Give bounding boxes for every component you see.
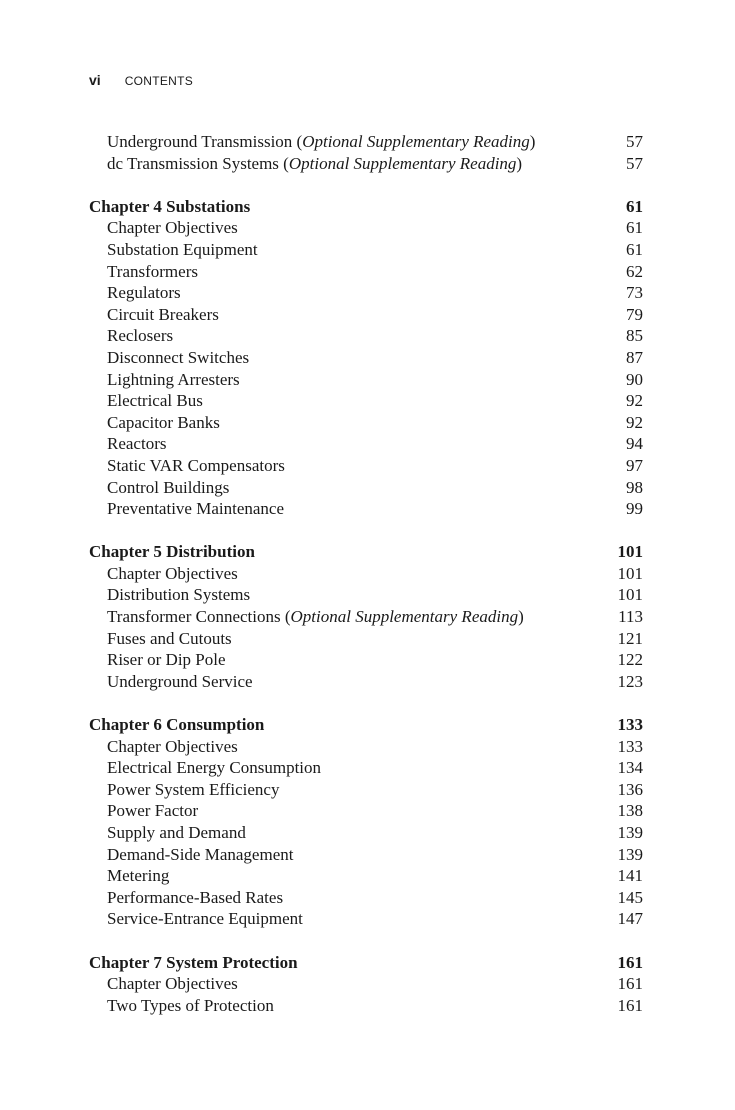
- entry-title-italic: Optional Supplementary Reading: [288, 153, 517, 173]
- entry-title: [89, 865, 169, 887]
- entry-page: 61: [626, 218, 643, 238]
- entry-page: 141: [617, 866, 643, 886]
- entry-page: 123: [617, 671, 643, 691]
- entry-title-text: Chapter Objectives: [107, 974, 238, 994]
- entry-title-text: Underground Transmission (: [107, 132, 303, 151]
- entry-title-text: Underground Service: [107, 671, 253, 691]
- entry-title-text: Control Buildings: [107, 477, 230, 497]
- toc-entry: [89, 455, 643, 477]
- entry-title-text: Transformer Connections (: [107, 607, 291, 627]
- entry-title-text: Performance-Based Rates: [107, 887, 284, 907]
- entry-title-text: Chapter Objectives: [107, 218, 238, 238]
- entry-title: [89, 628, 232, 650]
- entry-title: [89, 369, 240, 391]
- toc-entry: [89, 887, 643, 909]
- running-header: [89, 72, 193, 92]
- entry-page: 133: [617, 736, 643, 756]
- entry-title-text: Lightning Arresters: [107, 369, 240, 389]
- toc-entry: [89, 865, 643, 887]
- chapter-heading: [89, 714, 643, 736]
- entry-title-text: Riser or Dip Pole: [107, 650, 226, 670]
- entry-title-text: Chapter Objectives: [107, 736, 238, 756]
- entry-title-suffix: ): [516, 153, 523, 173]
- chapter-heading: [89, 952, 643, 974]
- entry-title: [89, 325, 173, 347]
- entry-page: 139: [617, 844, 643, 864]
- header-title: CONTENTS: [124, 74, 194, 88]
- entry-page: 57: [626, 153, 643, 173]
- entry-title: [89, 973, 238, 995]
- toc-entry: [89, 390, 643, 412]
- entry-title-text: Power System Efficiency: [107, 779, 280, 799]
- table-of-contents: [89, 131, 643, 1016]
- entry-title-text: Demand-Side Management: [107, 844, 294, 864]
- entry-title-text: Substation Equipment: [107, 239, 258, 259]
- toc-entry: [89, 217, 643, 239]
- entry-title-suffix: ): [518, 607, 524, 627]
- toc-section: [89, 952, 643, 1017]
- entry-title-text: Metering: [107, 866, 170, 886]
- entry-page: 136: [617, 779, 643, 799]
- chapter-title: Chapter 7 System Protection: [89, 952, 298, 972]
- toc-entry: [89, 844, 643, 866]
- entry-page: 90: [626, 369, 643, 389]
- chapter-title: Chapter 6 Consumption: [89, 715, 265, 735]
- entry-title: [89, 477, 229, 499]
- entry-page: 121: [617, 628, 643, 648]
- page-number: vi: [89, 72, 101, 88]
- entry-page: 98: [626, 477, 643, 497]
- chapter-page: 133: [617, 715, 643, 735]
- entry-page: 134: [617, 758, 643, 778]
- toc-entry: [89, 584, 643, 606]
- entry-page: 147: [617, 909, 643, 929]
- entry-title: [89, 282, 181, 304]
- entry-title: [89, 995, 274, 1017]
- chapter-title: Chapter 5 Distribution: [89, 542, 255, 562]
- toc-entry: [89, 563, 643, 585]
- entry-title: [89, 153, 522, 175]
- toc-entry: [89, 412, 643, 434]
- entry-page: 61: [626, 239, 643, 259]
- entry-page: 85: [626, 326, 643, 346]
- entry-page: 92: [626, 391, 643, 411]
- entry-title: [89, 239, 258, 261]
- toc-entry: [89, 433, 643, 455]
- toc-section: [89, 714, 643, 930]
- entry-page: 73: [626, 283, 643, 303]
- entry-title: [89, 584, 250, 606]
- entry-page: 138: [617, 801, 643, 821]
- toc-entry: [89, 498, 643, 520]
- toc-entry: [89, 261, 643, 283]
- entry-title-text: Disconnect Switches: [107, 347, 250, 367]
- entry-page: 57: [626, 132, 643, 151]
- entry-title: [89, 412, 220, 434]
- toc-entry: [89, 800, 643, 822]
- entry-title: [89, 347, 249, 369]
- entry-page: 97: [626, 455, 643, 475]
- toc-section: [89, 196, 643, 520]
- entry-title-italic: Optional Supplementary Reading: [290, 607, 519, 627]
- toc-entry: [89, 822, 643, 844]
- entry-page: 99: [626, 499, 643, 519]
- toc-entry: [89, 779, 643, 801]
- entry-title-suffix: ): [529, 132, 536, 151]
- toc-entry: [89, 131, 643, 153]
- toc-section: [89, 541, 643, 692]
- entry-title-text: Electrical Bus: [107, 391, 203, 411]
- toc-entry: [89, 153, 643, 175]
- toc-entry: [89, 628, 643, 650]
- entry-title-text: Service-Entrance Equipment: [107, 909, 303, 929]
- entry-title-text: Fuses and Cutouts: [107, 628, 232, 648]
- entry-page: 122: [617, 650, 643, 670]
- toc-entry: [89, 671, 643, 693]
- entry-title: [89, 217, 238, 239]
- toc-entry: [89, 995, 643, 1017]
- entry-title-text: Distribution Systems: [107, 585, 251, 605]
- entry-title: [89, 498, 284, 520]
- entry-title-text: Capacitor Banks: [107, 412, 220, 432]
- entry-page: 113: [618, 607, 643, 627]
- entry-title-text: Power Factor: [107, 801, 199, 821]
- entry-page: 161: [617, 974, 643, 994]
- entry-title: [89, 887, 283, 909]
- toc-entry: [89, 369, 643, 391]
- toc-entry: [89, 282, 643, 304]
- entry-title: [89, 606, 524, 628]
- entry-page: 101: [617, 563, 643, 583]
- entry-title: [89, 844, 293, 866]
- entry-page: 92: [626, 412, 643, 432]
- entry-title: [89, 800, 198, 822]
- entry-title: [89, 779, 279, 801]
- entry-title-text: Static VAR Compensators: [107, 455, 285, 475]
- entry-title-italic: Optional Supplementary Reading: [302, 132, 530, 151]
- chapter-page: 101: [617, 542, 643, 562]
- entry-title: [89, 757, 321, 779]
- entry-title: [89, 908, 303, 930]
- entry-title-text: Circuit Breakers: [107, 304, 219, 324]
- entry-title-text: Supply and Demand: [107, 823, 246, 842]
- toc-entry: [89, 477, 643, 499]
- entry-page: 139: [617, 823, 643, 842]
- entry-title: [89, 563, 238, 585]
- toc-entry: [89, 908, 643, 930]
- entry-title: [89, 261, 198, 283]
- entry-title-text: Electrical Energy Consumption: [107, 758, 322, 778]
- entry-title: [89, 736, 238, 758]
- entry-title-text: Transformers: [107, 261, 198, 281]
- entry-title: [89, 455, 285, 477]
- toc-entry: [89, 736, 643, 758]
- chapter-page: 61: [626, 196, 643, 216]
- entry-page: 94: [626, 434, 643, 454]
- entry-page: 161: [617, 995, 643, 1015]
- entry-title-text: Reactors: [107, 434, 167, 454]
- toc-entry: [89, 649, 643, 671]
- entry-title: [89, 304, 219, 326]
- toc-entry: [89, 239, 643, 261]
- toc-entry: [89, 606, 643, 628]
- toc-entry: [89, 757, 643, 779]
- toc-entry: [89, 973, 643, 995]
- toc-entry: [89, 325, 643, 347]
- entry-title-text: Preventative Maintenance: [107, 499, 285, 519]
- chapter-heading: [89, 541, 643, 563]
- toc-entry: [89, 347, 643, 369]
- entry-title: [89, 822, 246, 844]
- chapter-heading: [89, 196, 643, 218]
- entry-title-text: Chapter Objectives: [107, 563, 238, 583]
- entry-title-text: dc Transmission Systems (: [107, 153, 289, 173]
- entry-title: [89, 390, 203, 412]
- chapter-page: 161: [617, 952, 643, 972]
- entry-title: [89, 433, 166, 455]
- entry-title-text: Regulators: [107, 283, 181, 303]
- entry-page: 145: [617, 887, 643, 907]
- entry-page: 62: [626, 261, 643, 281]
- toc-section: [89, 131, 643, 174]
- entry-title: [89, 131, 535, 153]
- entry-title: [89, 649, 226, 671]
- entry-title-text: Two Types of Protection: [107, 995, 274, 1015]
- entry-page: 79: [626, 304, 643, 324]
- entry-page: 87: [626, 347, 643, 367]
- entry-title-text: Reclosers: [107, 326, 174, 346]
- chapter-title: Chapter 4 Substations: [89, 196, 251, 216]
- entry-page: 101: [617, 585, 643, 605]
- entry-title: [89, 671, 253, 693]
- toc-entry: [89, 304, 643, 326]
